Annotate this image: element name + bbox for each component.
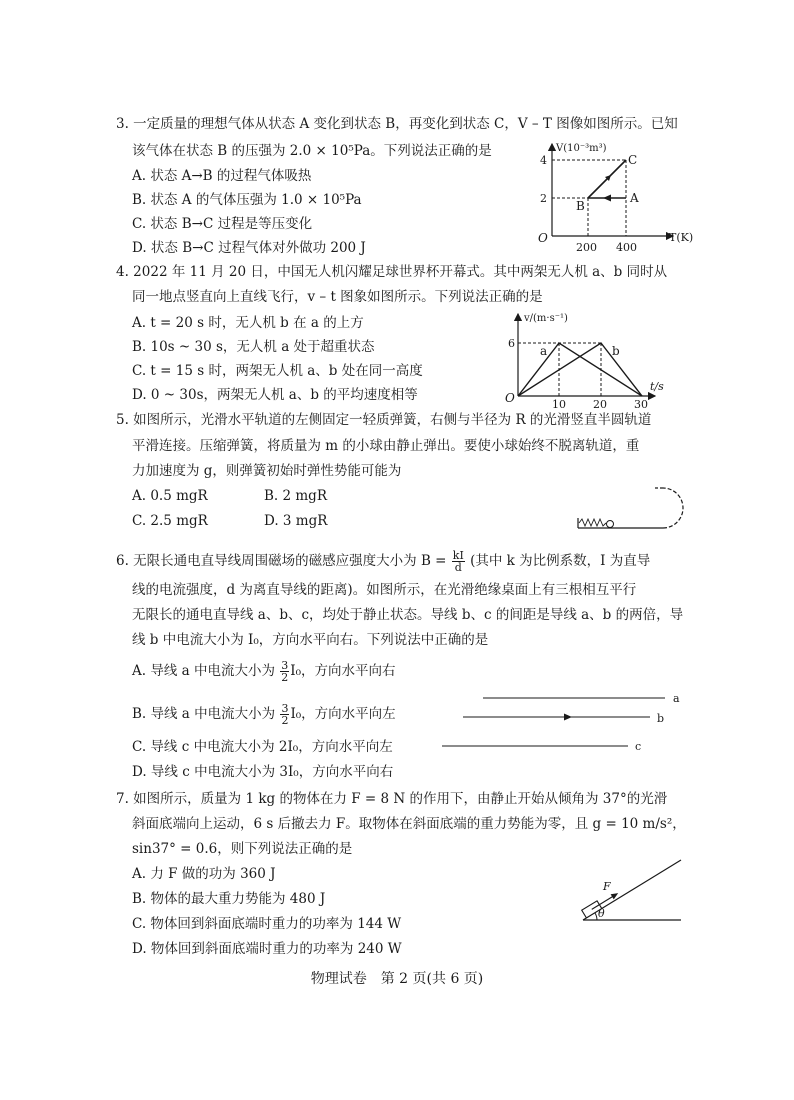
q4-line-a [518, 343, 642, 396]
q6-option-b-text: B. 导线 a 中电流大小为 [132, 706, 276, 722]
q3-vt-graph [525, 140, 695, 252]
q6-stem-line-1-start: 6. 无限长通电直导线周围磁场的磁感应强度大小为 B = [116, 553, 447, 569]
q4-x-tick-20: 20 [593, 398, 607, 411]
q3-x-tick-400: 400 [616, 241, 637, 254]
q3-x-axis-label: T(K) [669, 231, 694, 244]
q4-line-b [518, 343, 642, 396]
q6-formula-denominator: d [454, 561, 462, 574]
q5-stem-line-3: 力加速度为 g，则弹簧初始时弹性势能可能为 [132, 463, 402, 479]
q6-stem-line-1-end: (其中 k 为比例系数，I 为直导 [470, 553, 651, 569]
q7-option-c: C. 物体回到斜面底端时重力的功率为 144 W [132, 916, 402, 932]
q3-option-b: B. 状态 A 的气体压强为 1.0 × 10⁵Pa [132, 192, 362, 208]
q6-stem-line-2: 线的电流强度，d 为离直导线的距离)。如图所示，在光滑绝缘桌面上有三根相互平行 [132, 582, 637, 598]
q6-option-b [132, 703, 396, 726]
q4-x-axis-label: t/s [650, 380, 664, 393]
q3-x-tick-200: 200 [576, 241, 597, 254]
q7-angle-label: θ [598, 907, 605, 920]
q4-stem-line-2: 同一地点竖直向上直线飞行，v – t 图象如图所示。下列说法正确的是 [132, 289, 543, 305]
q6-option-a-denominator: 2 [281, 671, 289, 684]
q4-label-b: b [612, 344, 620, 358]
q6-option-a-text: A. 导线 a 中电流大小为 [132, 663, 275, 679]
q5-track-figure [575, 482, 685, 532]
q7-option-a: A. 力 F 做的功为 360 J [132, 866, 276, 882]
q4-option-b: B. 10s ~ 30 s，无人机 a 处于超重状态 [132, 339, 375, 355]
q5-option-d: D. 3 mgR [264, 513, 328, 529]
q4-stem-line-1: 4. 2022 年 11 月 20 日，中国无人机闪耀足球世界杯开幕式。其中两架无人机 a、b 同时从 [116, 264, 668, 280]
q5-spring [579, 519, 606, 526]
q7-option-b: B. 物体的最大重力势能为 480 J [132, 891, 326, 907]
q7-option-d: D. 物体回到斜面底端时重力的功率为 240 W [132, 941, 402, 957]
q6-wires-figure [440, 692, 685, 754]
q6-option-b-fraction [280, 703, 289, 726]
q3-option-c: C. 状态 B→C 过程是等压变化 [132, 216, 313, 232]
q5-option-a: A. 0.5 mgR [132, 488, 208, 504]
q6-wire-c-label: c [635, 740, 642, 753]
q3-point-b: B [576, 199, 585, 213]
q6-option-b-tail: I₀，方向水平向左 [290, 706, 396, 722]
q5-semicircle-track [663, 488, 683, 528]
q4-vt-graph [500, 310, 670, 410]
q6-option-a-numerator: 3 [281, 659, 289, 672]
q5-stem-line-2: 平滑连接。压缩弹簧，将质量为 m 的小球由静止弹出。要使小球始终不脱离轨道，重 [132, 438, 640, 454]
q4-option-a: A. t = 20 s 时，无人机 b 在 a 的上方 [132, 315, 364, 331]
q6-stem-line-3: 无限长的通电直导线 a、b、c，均处于静止状态。导线 b、c 的间距是导线 a、b 的两倍，导 [132, 607, 684, 623]
q7-incline-figure [575, 852, 685, 924]
q3-y-tick-2: 2 [540, 192, 547, 205]
q6-stem-line-1 [116, 550, 650, 573]
q3-y-tick-4: 4 [540, 154, 547, 167]
q3-option-d: D. 状态 B→C 过程气体对外做功 200 J [132, 240, 366, 256]
page-footer: 物理试卷 第 2 页(共 6 页) [310, 971, 484, 987]
q7-angle-arc [595, 913, 597, 920]
q7-stem-line-3: sin37° = 0.6，则下列说法正确的是 [132, 841, 353, 857]
q3-option-a: A. 状态 A→B 的过程气体吸热 [132, 168, 312, 184]
q3-arrow-a-to-b [603, 195, 611, 202]
q3-y-axis-label: V(10⁻³m³) [556, 143, 607, 154]
q6-option-a [132, 660, 396, 683]
q3-origin: O [538, 231, 548, 245]
q5-ball [607, 521, 614, 528]
q6-wire-a-label: a [673, 692, 680, 705]
q5-option-b: B. 2 mgR [264, 488, 327, 504]
q4-y-tick-6: 6 [508, 337, 515, 350]
q6-stem-line-4: 线 b 中电流大小为 I₀，方向水平向右。下列说法中正确的是 [132, 632, 489, 648]
q4-x-tick-10: 10 [552, 398, 566, 411]
q4-y-axis-label: v/(m·s⁻¹) [524, 313, 568, 324]
q5-stem-line-1: 5. 如图所示，光滑水平轨道的左侧固定一轻质弹簧，右侧与半径为 R 的光滑竖直半圆轨道 [116, 412, 652, 428]
q3-point-a: A [630, 191, 639, 205]
q6-option-c: C. 导线 c 中电流大小为 2I₀，方向水平向左 [132, 739, 393, 755]
q7-stem-line-1: 7. 如图所示，质量为 1 kg 的物体在力 F = 8 N 的作用下，由静止开始从倾角为 37°的光滑 [116, 791, 668, 807]
q3-stem-line-1: 3. 一定质量的理想气体从状态 A 变化到状态 B，再变化到状态 C，V – T 图像如图所示。已知 [116, 116, 678, 132]
q3-point-c: C [628, 153, 638, 167]
q4-x-tick-30: 30 [634, 398, 648, 411]
q4-option-d: D. 0 ~ 30s，两架无人机 a、b 的平均速度相等 [132, 387, 418, 403]
q4-option-c: C. t = 15 s 时，两架无人机 a、b 处在同一高度 [132, 363, 423, 379]
q6-wire-b-label: b [657, 712, 665, 725]
q4-origin: O [505, 391, 515, 405]
q6-option-b-denominator: 2 [281, 714, 289, 727]
q6-wire-b-arrow [564, 714, 572, 721]
q6-formula-numerator: kI [452, 549, 464, 562]
q6-option-a-fraction [280, 660, 289, 683]
q6-formula-fraction [452, 550, 465, 573]
q4-label-a: a [540, 344, 548, 358]
q7-force-label: F [603, 880, 611, 893]
q3-stem-line-2: 该气体在状态 B 的压强为 2.0 × 10⁵Pa。下列说法正确的是 [132, 143, 492, 159]
q6-option-a-tail: I₀，方向水平向右 [290, 663, 396, 679]
q5-option-c: C. 2.5 mgR [132, 513, 208, 529]
q7-stem-line-2: 斜面底端向上运动，6 s 后撤去力 F。取物体在斜面底端的重力势能为零，且 g = 10 m/s²， [132, 816, 686, 832]
q6-option-b-numerator: 3 [281, 702, 289, 715]
q6-option-d: D. 导线 c 中电流大小为 3I₀，方向水平向右 [132, 764, 394, 780]
